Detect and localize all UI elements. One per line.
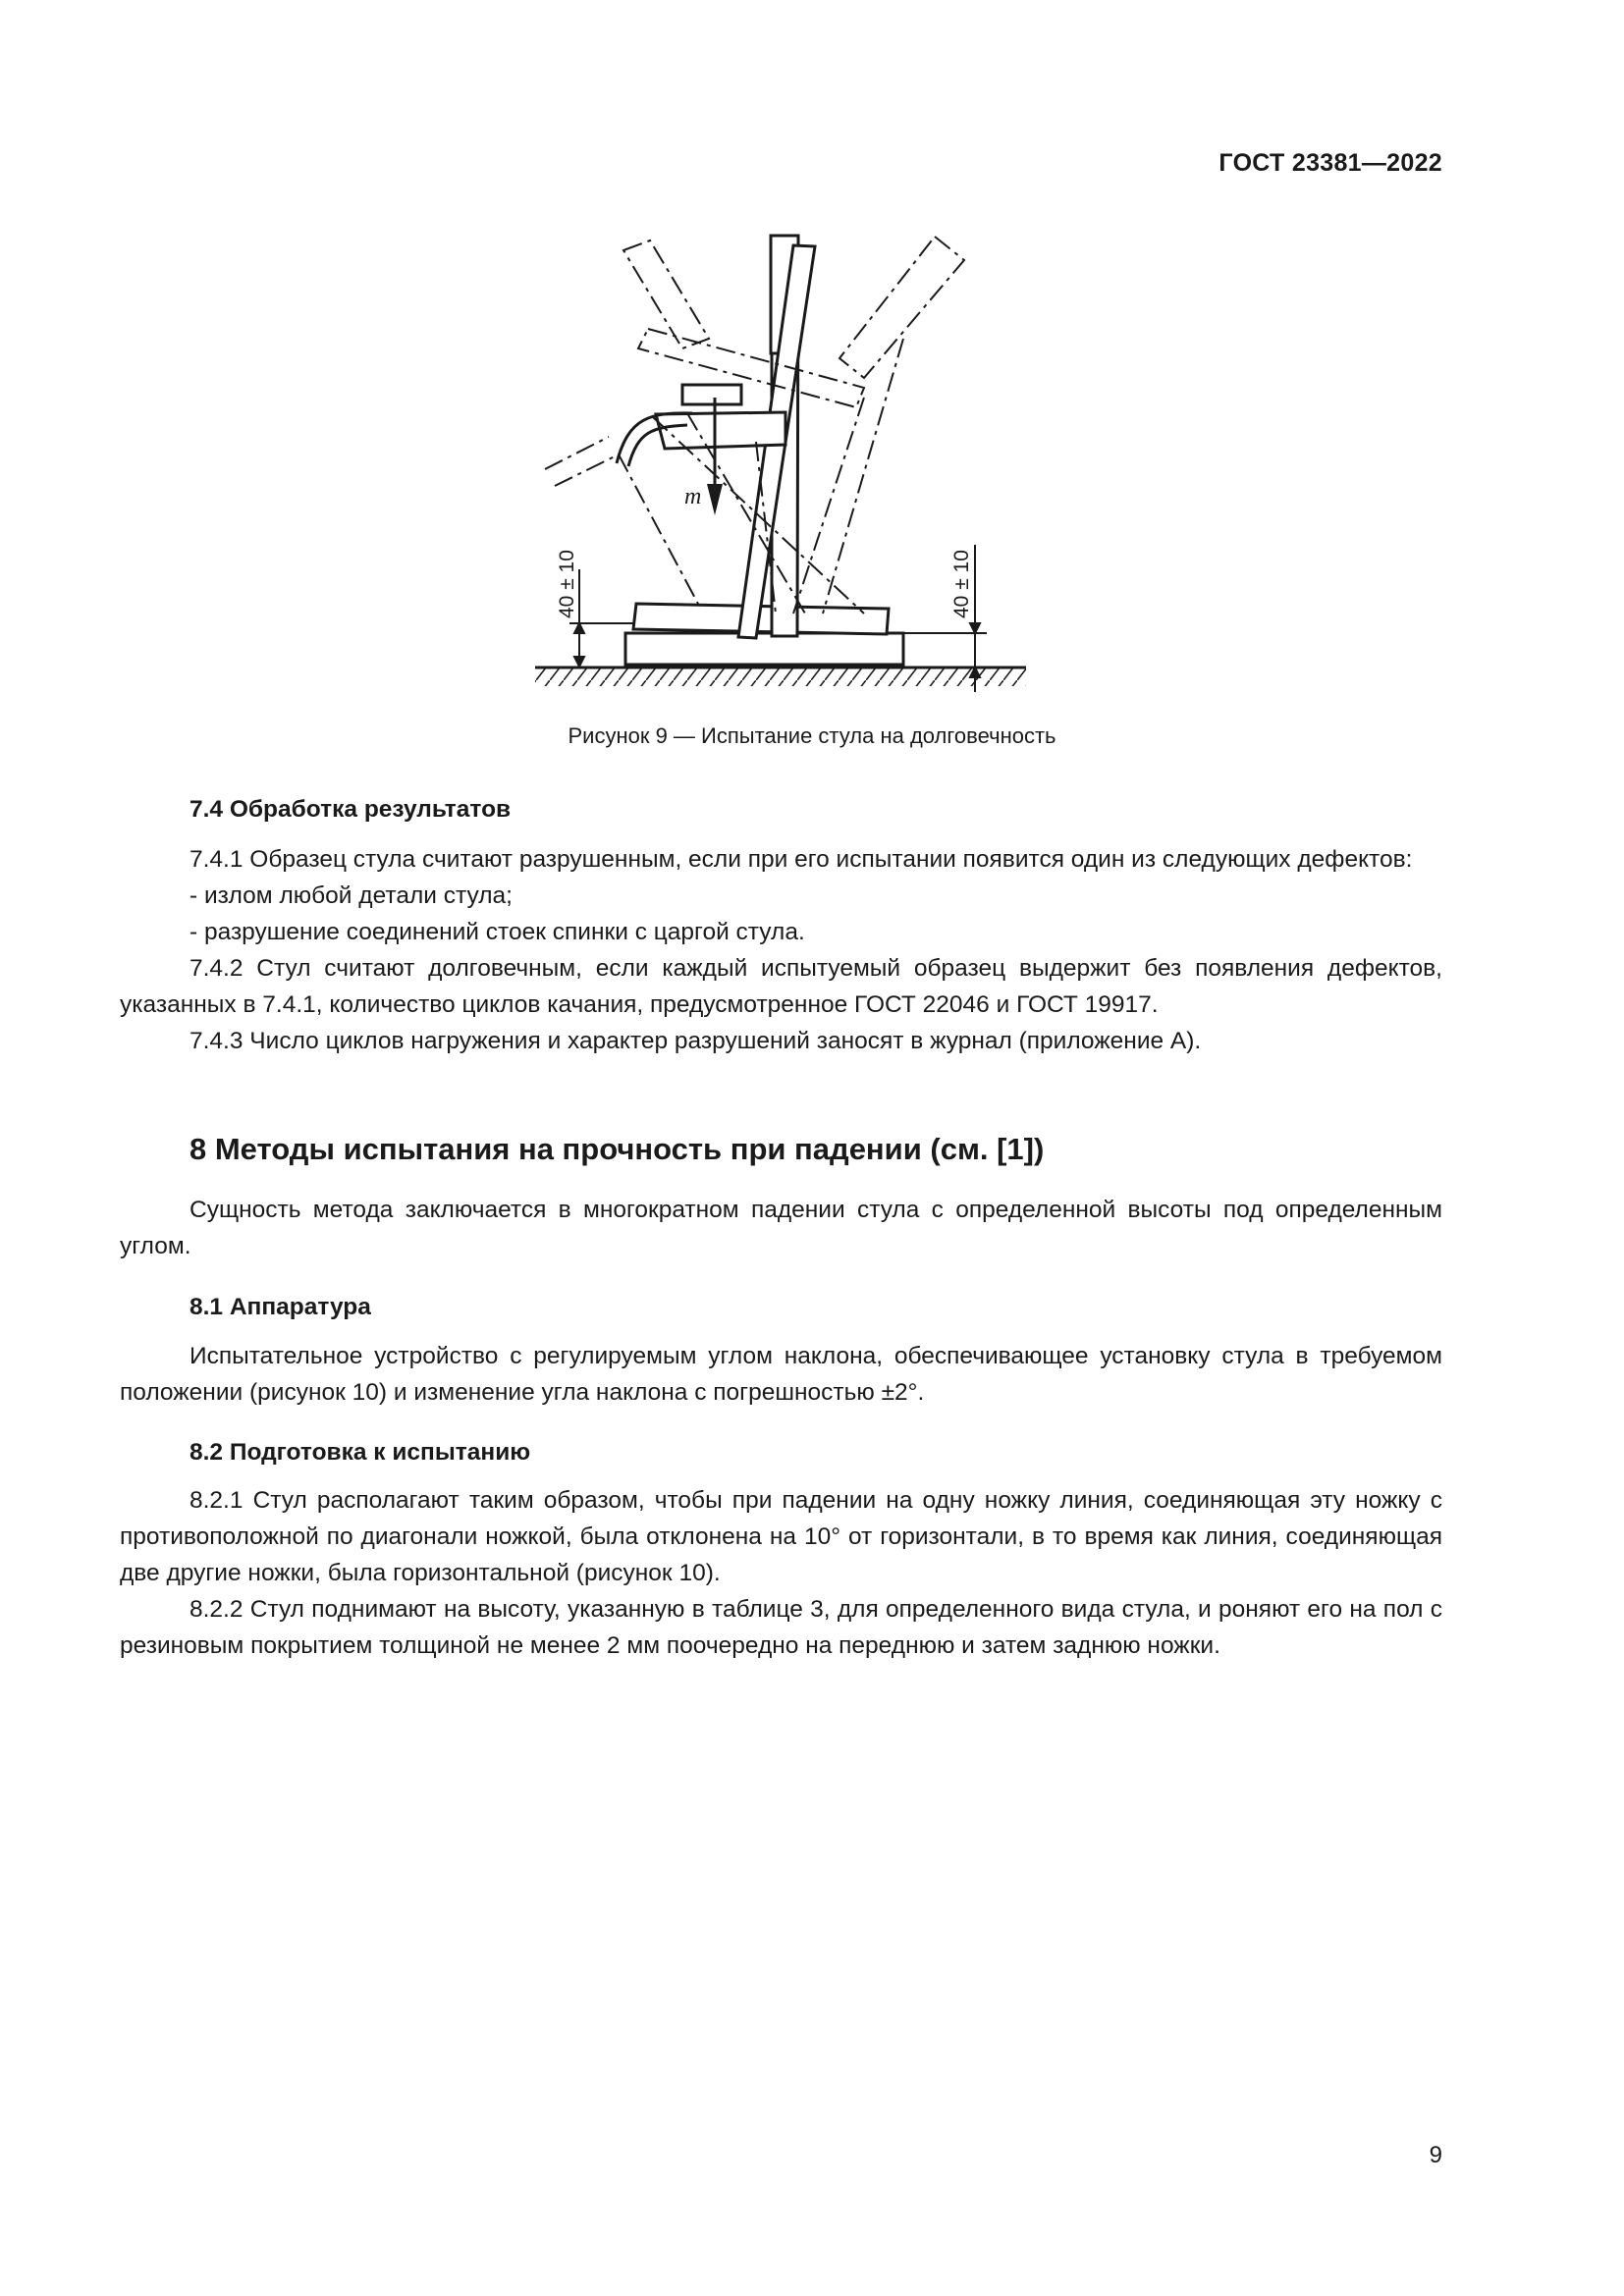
paragraph-7-4-1: 7.4.1 Образец стула считают разрушенным, если при его испытании появится один из следующих дефектов: [189,846,1413,873]
paragraph-8-intro: Сущность метода заключается в многократном падении стула с определенной высоты под определенным углом. [120,1197,1442,1259]
mass-label: m [684,484,702,509]
paragraph-7-4-3: 7.4.3 Число циклов нагружения и характер разрушений заносят в журнал (приложение А). [189,1028,1202,1054]
chair-seat [617,385,785,466]
section-8-1-body [120,1338,1442,1411]
chair-test-drawing [0,221,1624,712]
heading-8-1: 8.1 Аппаратура [189,1294,371,1320]
figure-9-chair-durability-test [0,221,1624,712]
heading-section-8: 8 Методы испытания на прочность при падении (см. [1]) [189,1132,1045,1166]
bullet-item: - разрушение соединений стоек спинки с царгой стула. [189,919,805,945]
doc-code-header: ГОСТ 23381—2022 [1218,149,1442,177]
paragraph-8-1: Испытательное устройство с регулируемым углом наклона, обеспечивающее установку стула в требуемом положении (рисунок 10) и изменение угла наклона с погрешностью ±2°. [120,1343,1442,1406]
left-height-label: 40 ± 10 [556,550,578,618]
paragraph-8-2-2: 8.2.2 Стул поднимают на высоту, указанную в таблице 3, для определенного вида стула, и роняют его на пол с резиновым покрытием толщиной не менее 2 мм поочередно на переднюю и затем заднюю ножки. [120,1596,1442,1659]
section-7-4-body [120,841,1442,1059]
base-platform [625,633,903,665]
heading-8-2: 8.2 Подготовка к испытанию [189,1439,531,1466]
ground-hatch [535,667,1026,686]
section-8-2-body [120,1482,1442,1664]
figure-caption: Рисунок 9 — Испытание стула на долговечность [568,723,1056,748]
right-height-label: 40 ± 10 [950,550,973,618]
paragraph-7-4-2: 7.4.2 Стул считают долговечным, если каждый испытуемый образец выдержит без появления дефектов, указанных в 7.4.1, количество циклов качания, предусмотренное ГОСТ 22046 и ГОСТ 19917. [120,955,1442,1018]
left-height-dimension [569,569,633,667]
section-8-intro [120,1192,1442,1264]
bullet-item: - излом любой детали стула; [189,882,513,909]
heading-7-4: 7.4 Обработка результатов [189,796,512,823]
page-number: 9 [1429,2142,1442,2168]
paragraph-8-2-1: 8.2.1 Стул располагают таким образом, чтобы при падении на одну ножку линия, соединяющая эту ножку с противоположной по диагонали ножкой, была отклонена на 10° от горизонтали, в то время как линия, соединяющая две другие ножки, была горизонтальной (рисунок 10). [120,1487,1442,1586]
